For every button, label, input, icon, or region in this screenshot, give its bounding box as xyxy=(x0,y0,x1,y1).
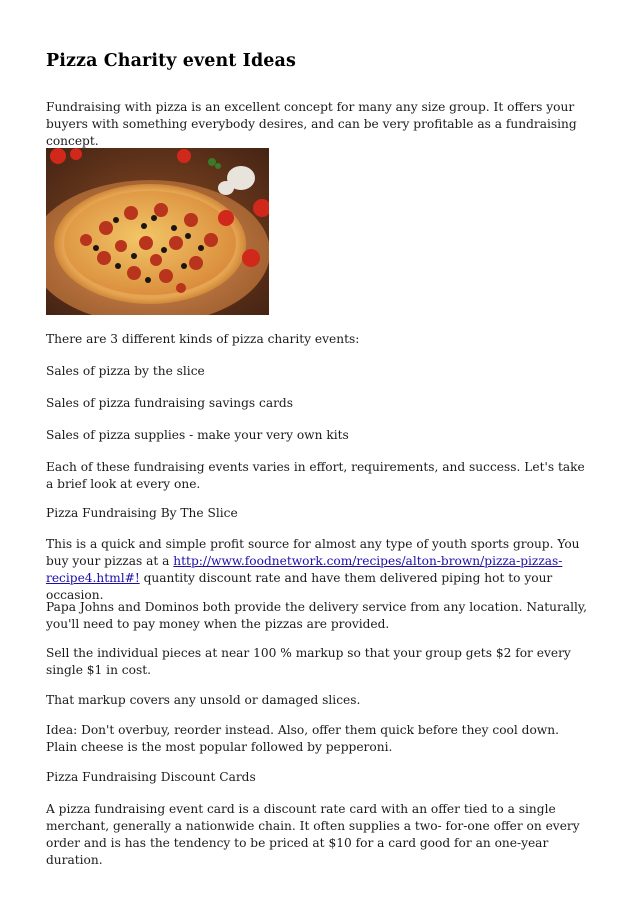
unsold-paragraph: That markup covers any unsold or damaged slices. xyxy=(46,693,361,707)
slice-text-before: This is a quick and simple profit source for almost any type of youth sports group. You buy your pizzas at a xyxy=(46,537,580,568)
section-heading: Pizza Fundraising Discount Cards xyxy=(46,770,256,784)
each-paragraph: Each of these fundraising events varies in effort, requirements, and success. Let's take a brief look at every one. xyxy=(46,460,585,491)
slice-paragraph xyxy=(46,536,592,604)
kinds-intro: There are 3 different kinds of pizza charity events: xyxy=(46,332,360,346)
list-item: Sales of pizza supplies - make your very own kits xyxy=(46,428,349,442)
idea-paragraph: Idea: Don't overbuy, reorder instead. Also, offer them quick before they cool down. Plain cheese is the most popular followed by pepperoni. xyxy=(46,723,559,754)
list-item: Sales of pizza fundraising savings cards xyxy=(46,396,293,410)
page-title: Pizza Charity event Ideas xyxy=(46,51,296,71)
pizza-illustration xyxy=(46,148,269,315)
section-heading: Pizza Fundraising By The Slice xyxy=(46,506,238,520)
intro-paragraph: Fundraising with pizza is an excellent concept for many any size group. It offers your buyers with something everybody desires, and can be very profitable as a fundraising concept. xyxy=(46,100,577,148)
pizza-photo xyxy=(46,148,269,315)
markup-paragraph: Sell the individual pieces at near 100 % markup so that your group gets $2 for every single $1 in cost. xyxy=(46,646,571,677)
list-item: Sales of pizza by the slice xyxy=(46,364,205,378)
slice-text-after: quantity discount rate and have them delivered piping hot to your occasion. xyxy=(46,571,553,602)
delivery-paragraph: Papa Johns and Dominos both provide the delivery service from any location. Naturally, you'll need to pay money when the pizzas are provided. xyxy=(46,600,588,631)
discount-card-paragraph: A pizza fundraising event card is a discount rate card with an offer tied to a single merchant, generally a nationwide chain. It often supplies a two- for-one offer on every order and is has the tendency to be priced at $10 for a card good for an one-year duration. xyxy=(46,802,580,867)
recipe-link[interactable]: http://www.foodnetwork.com/recipes/alton-brown/pizza-pizzas-recipe4.html#! xyxy=(46,554,563,585)
